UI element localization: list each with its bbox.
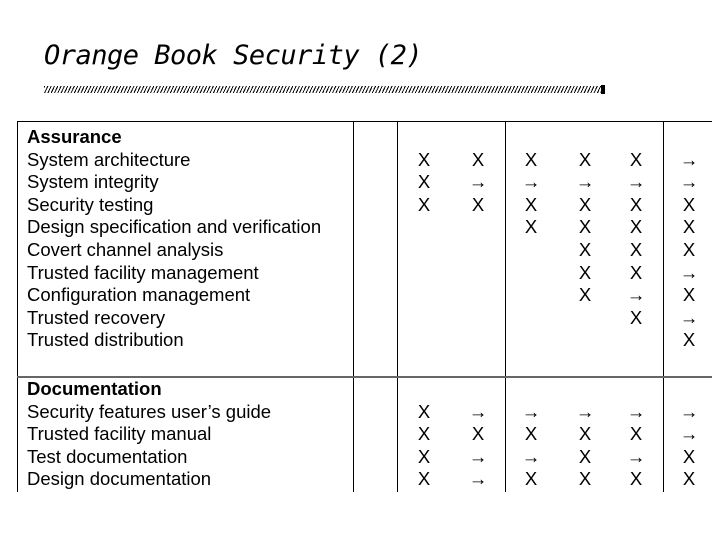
requirement-mark: X: [682, 468, 696, 490]
carried-over-arrow: →: [679, 306, 699, 328]
carried-over-arrow: →: [521, 445, 541, 467]
row-label: Design documentation: [27, 468, 212, 490]
requirement-mark: X: [682, 329, 696, 351]
carried-over-arrow: →: [679, 261, 699, 283]
requirement-mark: X: [629, 468, 643, 490]
requirement-mark: X: [682, 193, 696, 215]
requirement-mark: X: [629, 239, 643, 260]
carried-over-arrow: →: [626, 400, 646, 422]
requirement-mark: X: [578, 284, 592, 306]
requirement-mark: X: [629, 216, 643, 238]
row-label: Trusted recovery: [27, 306, 166, 328]
row-label: Trusted facility management: [27, 261, 259, 283]
requirement-mark: X: [417, 171, 431, 193]
row-label: Covert channel analysis: [27, 239, 224, 260]
table-column-divider: [397, 121, 398, 492]
table-column-divider: [505, 121, 506, 492]
carried-over-arrow: →: [626, 284, 646, 306]
section-heading: Assurance: [27, 126, 122, 147]
carried-over-arrow: →: [468, 468, 488, 490]
requirement-mark: X: [578, 261, 592, 283]
title-underline: [44, 86, 602, 93]
row-label: Security features user’s guide: [27, 400, 272, 422]
requirement-mark: X: [578, 468, 592, 490]
section-heading: Documentation: [27, 378, 162, 399]
carried-over-arrow: →: [626, 445, 646, 467]
requirement-mark: X: [578, 148, 592, 170]
requirement-mark: X: [629, 193, 643, 215]
carried-over-arrow: →: [521, 400, 541, 422]
requirement-mark: X: [524, 216, 538, 238]
requirement-mark: X: [682, 216, 696, 238]
row-label: Trusted distribution: [27, 329, 184, 351]
requirement-mark: X: [524, 423, 538, 445]
requirement-mark: X: [629, 148, 643, 170]
carried-over-arrow: →: [468, 400, 488, 422]
requirement-mark: X: [682, 239, 696, 260]
carried-over-arrow: →: [679, 423, 699, 445]
row-label: Test documentation: [27, 445, 188, 467]
row-label: Trusted facility manual: [27, 423, 212, 445]
carried-over-arrow: →: [679, 148, 699, 170]
row-label: System architecture: [27, 148, 191, 170]
carried-over-arrow: →: [679, 400, 699, 422]
requirement-mark: X: [417, 445, 431, 467]
carried-over-arrow: →: [626, 171, 646, 193]
requirement-mark: X: [524, 193, 538, 215]
requirement-mark: X: [578, 216, 592, 238]
table-row-divider: [17, 121, 712, 122]
carried-over-arrow: →: [575, 400, 595, 422]
requirement-mark: X: [417, 148, 431, 170]
requirement-mark: X: [682, 284, 696, 306]
requirement-mark: X: [578, 193, 592, 215]
carried-over-arrow: →: [468, 171, 488, 193]
requirement-mark: X: [471, 148, 485, 170]
carried-over-arrow: →: [679, 171, 699, 193]
row-label: Design specification and verification: [27, 216, 322, 238]
requirement-mark: X: [524, 468, 538, 490]
row-label: Security testing: [27, 193, 154, 215]
requirement-mark: X: [578, 423, 592, 445]
requirement-mark: X: [471, 193, 485, 215]
table-column-divider: [353, 121, 354, 492]
carried-over-arrow: →: [468, 445, 488, 467]
requirement-mark: X: [417, 468, 431, 490]
table-column-divider: [663, 121, 664, 492]
row-label: System integrity: [27, 171, 159, 193]
requirement-mark: X: [629, 306, 643, 328]
requirement-mark: X: [578, 445, 592, 467]
requirement-mark: X: [629, 261, 643, 283]
slide-title: Orange Book Security (2): [44, 40, 423, 71]
requirement-mark: X: [471, 423, 485, 445]
requirement-mark: X: [417, 400, 431, 422]
requirement-mark: X: [417, 193, 431, 215]
carried-over-arrow: →: [575, 171, 595, 193]
requirement-mark: X: [524, 148, 538, 170]
row-label: Configuration management: [27, 284, 251, 306]
requirement-mark: X: [682, 445, 696, 467]
carried-over-arrow: →: [521, 171, 541, 193]
requirement-mark: X: [417, 423, 431, 445]
requirement-mark: X: [578, 239, 592, 260]
requirement-mark: X: [629, 423, 643, 445]
